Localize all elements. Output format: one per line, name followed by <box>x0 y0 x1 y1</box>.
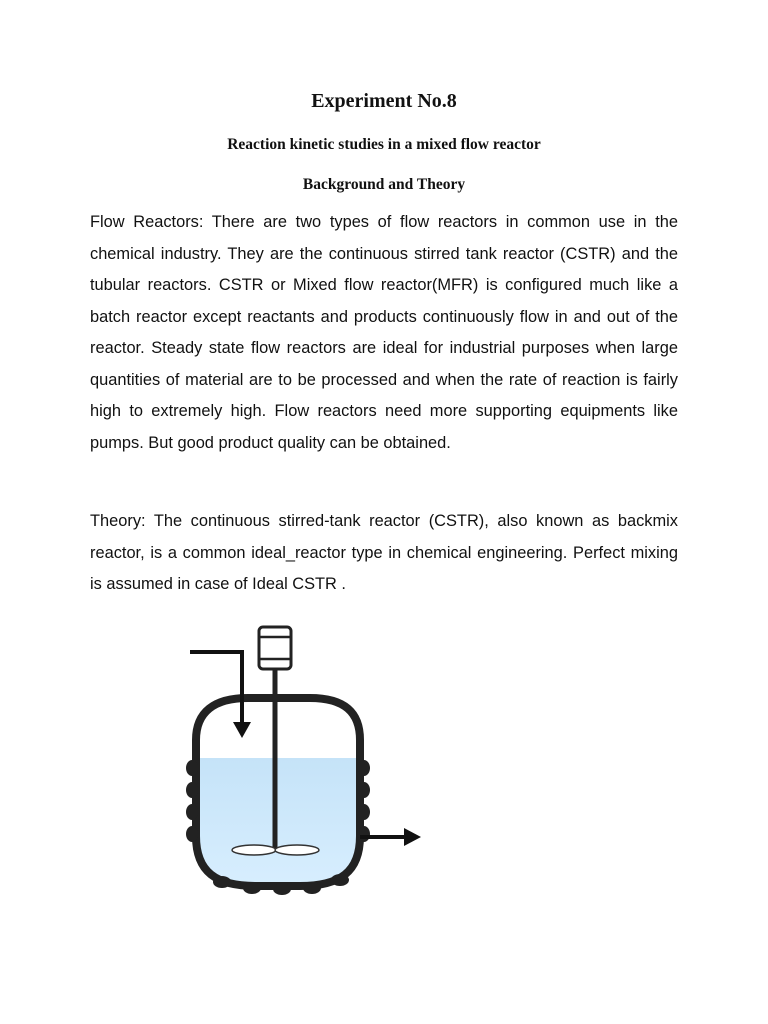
paragraph-theory: Theory: The continuous stirred-tank reactor (CSTR), also known as backmix reactor, is a common ideal_reactor type in chemical engineering. Perfect mixing is assumed in case of Ideal CSTR . <box>90 512 678 593</box>
paragraph-flow-reactors: Flow Reactors: There are two types of flow reactors in common use in the chemical industry. They are the continuous stirred tank reactor (CSTR) and the tubular reactors. CSTR or Mixed flow reactor(MFR) is configured much like a batch reactor except reactants and products continuously flow in and out of the reactor. Steady state flow reactors are ideal for industrial purposes when large quantities of material are to be processed and when the rate of reaction is fairly high to extremely high. Flow reactors need more supporting equipments like pumps. But good product quality can be obtained. <box>90 213 678 452</box>
liquid-fill <box>190 758 370 898</box>
jacket-bumps <box>186 760 370 895</box>
experiment-subtitle: Reaction kinetic studies in a mixed flow reactor <box>227 136 541 153</box>
outlet-arrow-icon <box>360 828 421 846</box>
impeller-icon <box>232 845 319 855</box>
page-title: Experiment No.8 <box>311 90 457 112</box>
section-heading: Background and Theory <box>302 176 466 193</box>
vessel-outline <box>196 698 360 886</box>
motor-icon <box>259 627 291 669</box>
inlet-arrow-icon <box>190 652 251 738</box>
